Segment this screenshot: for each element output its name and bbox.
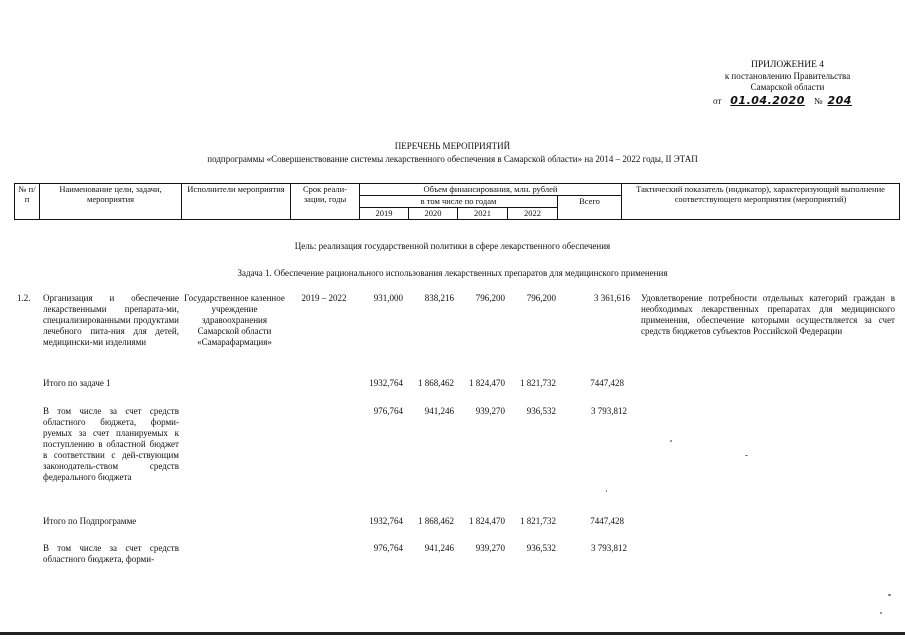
row-indicator: Удовлетворение потребности отдельных категорий граждан в необходимых лекарственных препаратах для медицинского применения, обеспечение которыми осуществляется за счет средств бюджетов субъектов Российской Федерации <box>641 293 895 336</box>
goal-heading: Цель: реализация государственной политики в сфере лекарственного обеспечения <box>294 241 611 251</box>
header-year-2021: 2021 <box>458 208 508 220</box>
number-label: № <box>813 96 823 106</box>
task-total-label: Итого по задаче 1 <box>43 378 111 388</box>
task-heading: Задача 1. Обеспечение рационального использования лекарственных препаратов для медицинского применения <box>237 268 668 278</box>
task-regional-2021: 939,270 <box>475 406 505 416</box>
header-col-executors: Исполнители мероприятия <box>182 184 291 220</box>
task-total-2021: 1 824,470 <box>469 378 505 388</box>
approval-line-1: к постановлению Правительства <box>724 71 851 81</box>
scan-speck <box>880 612 882 614</box>
subprogram-total-2022: 1 821,732 <box>520 516 556 526</box>
document-subtitle: подпрограммы «Совершенствование системы лекарственного обеспечения в Самарской области» на 2014 – 2022 годы, II ЭТАП <box>207 154 698 164</box>
task-total-2020: 1 868,462 <box>418 378 454 388</box>
header-col-by-years: в том числе по годам <box>360 196 558 208</box>
header-col-funding: Объем финансирования, млн. рублей <box>360 184 622 196</box>
subprogram-total-sum: 7447,428 <box>590 516 624 526</box>
subprogram-total-2021: 1 824,470 <box>469 516 505 526</box>
approval-date-line <box>700 94 875 108</box>
approval-line-2: Самарской области <box>750 82 825 92</box>
row-term: 2019 – 2022 <box>301 293 347 303</box>
header-year-2022: 2022 <box>508 208 558 220</box>
scan-speck <box>888 594 891 596</box>
task-regional-2022: 936,532 <box>526 406 556 416</box>
subprogram-regional-2020: 941,246 <box>424 543 454 553</box>
task-regional-sum: 3 793,812 <box>591 406 627 416</box>
handwritten-number: 204 <box>827 94 852 107</box>
subprogram-regional-2021: 939,270 <box>475 543 505 553</box>
row-value-2021: 796,200 <box>475 293 505 303</box>
header-table <box>14 183 900 220</box>
subprogram-total-2019: 1932,764 <box>369 516 403 526</box>
row-executor: Государственное казенное учреждение здравоохранения Самарской области «Самарафармация» <box>184 293 285 347</box>
header-year-2019: 2019 <box>360 208 409 220</box>
task-regional-2019: 976,764 <box>373 406 403 416</box>
subprogram-regional-2022: 936,532 <box>526 543 556 553</box>
approval-block <box>700 59 875 108</box>
task-regional-2020: 941,246 <box>424 406 454 416</box>
row-value-2022: 796,200 <box>526 293 556 303</box>
header-col-total: Всего <box>558 196 622 220</box>
row-number: 1.2. <box>17 293 31 303</box>
task-total-sum: 7447,428 <box>590 378 624 388</box>
appendix-title: ПРИЛОЖЕНИЕ 4 <box>750 60 825 70</box>
scan-speck <box>745 455 748 456</box>
header-col-indicator: Тактический показатель (индикатор), характеризующий выполнение соответствующего мероприятия (мероприятий) <box>622 184 900 220</box>
subprogram-regional-sum: 3 793,812 <box>591 543 627 553</box>
task-total-2022: 1 821,732 <box>520 378 556 388</box>
header-col-num: № п/п <box>15 184 40 220</box>
row-value-2020: 838,216 <box>424 293 454 303</box>
row-total: 3 361,616 <box>594 293 630 303</box>
subprogram-total-2020: 1 868,462 <box>418 516 454 526</box>
subprogram-regional-label: В том числе за счет средств областного бюджета, форми- <box>43 543 179 564</box>
task-total-2019: 1932,764 <box>369 378 403 388</box>
row-value-2019: 931,000 <box>373 293 403 303</box>
header-col-term: Срок реали-зации, годы <box>291 184 360 220</box>
header-year-2020: 2020 <box>409 208 458 220</box>
scan-speck <box>606 490 607 492</box>
subprogram-total-label: Итого по Подпрограмме <box>43 516 137 526</box>
scan-bottom-edge <box>0 632 905 635</box>
task-regional-label: В том числе за счет средств областного бюджета, форми-руемых за счет планируемых к поступлению в областной бюджет в соответствии с дей-ствующим законодатель-ством средств федерального бюджета <box>43 406 179 482</box>
document-title: ПЕРЕЧЕНЬ МЕРОПРИЯТИЙ <box>394 141 511 151</box>
scan-speck <box>670 440 672 442</box>
header-col-name: Наименование цели, задачи, мероприятия <box>40 184 182 220</box>
handwritten-date: 01.04.2020 <box>730 94 805 107</box>
subprogram-regional-2019: 976,764 <box>373 543 403 553</box>
from-label: от <box>713 96 722 106</box>
row-activity-name: Организация и обеспечение лекарственными препарата-ми, специализированными продуктами лечебного пита-ния для детей, медицински-ми изделиями <box>43 293 179 347</box>
